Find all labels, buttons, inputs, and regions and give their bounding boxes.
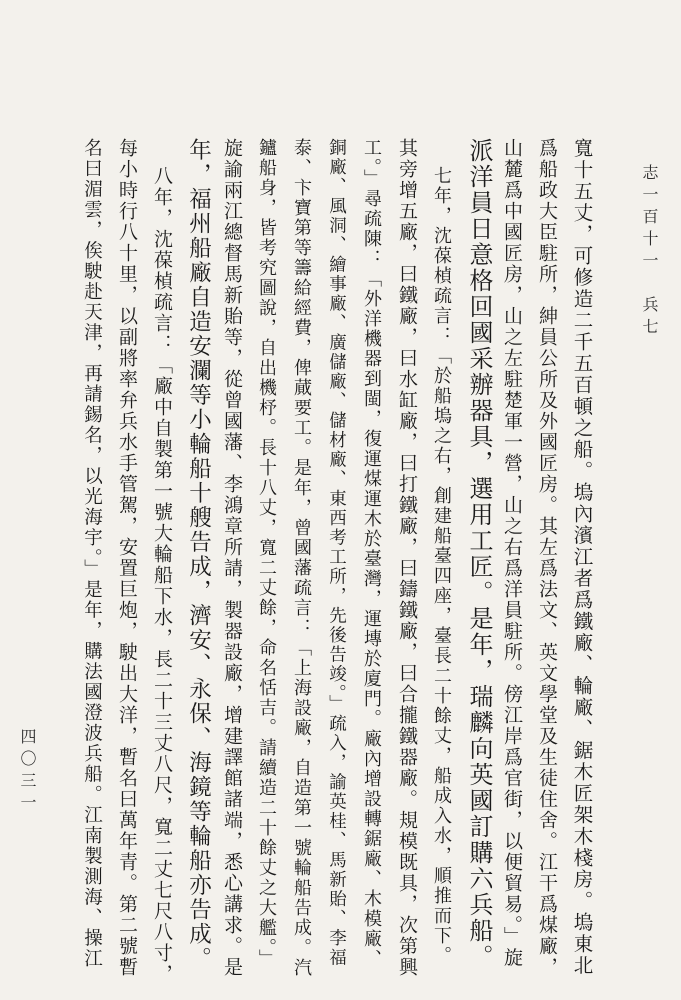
text-column-7: 工。」尋疏陳：「外洋機器到閩，復運煤運木於臺灣，運塼於廈門。廠內增設轉鋸廠、木模廠、 [361,138,382,969]
text-column-3: 山麓爲中國匠房，山之左駐楚軍一營，山之右爲洋員駐所。傍江岸爲官街，以便貿易。」旋 [501,138,523,969]
text-column-10: 鑪船身，皆考究圖說，自出機杼。長十八丈，寬二丈餘，命名恬吉。請續造二十餘丈之大艦。」 [256,138,277,969]
page-number: 四〇三一 [18,728,37,816]
text-column-2: 爲船政大臣駐所，紳員公所及外國匠房。其左爲法文、英文學堂及生徒住舍。江干爲煤廠， [536,138,558,978]
running-head: 志一百十一 兵七 [640,164,659,340]
text-column-9: 泰、卞寶第等籌給經費，俾蕆要工。是年，曾國藩疏言：「上海設廠，自造第一號輪船告成。汽 [291,138,312,978]
text-column-11: 旋諭兩江總督馬新貽等，從曾國藩、李鴻章所請，製器設廠，增建譯館諸端，悉心講求。是 [221,138,243,978]
text-column-6: 其旁增五廠，曰鐵廠，曰水缸廠，曰打鐵廠，曰鑄鐵廠，曰合攏鐵器廠。規模既具，次第興 [396,138,418,978]
text-column-8: 銅廠、風洞、繪事廠、廣儲廠、儲材廠、東西考工所，先後告竣。」疏入，諭英桂、馬新貽、李福 [326,138,347,968]
text-column-5: 七年，沈葆楨疏言：「於船塢之右，創建船臺四座，臺長二十餘丈，船成入水，順推而下。 [431,166,452,966]
text-column-4: 派洋員日意格回國采辦器具，選用工匠。是年，瑞麟向英國訂購六兵船。 [465,138,493,970]
text-column-15: 名曰湄雲，俟駛赴天津，再請錫名，以光海宇。」是年，購法國澄波兵船。江南製測海、操江 [81,138,103,970]
text-column-13: 八年，沈葆楨疏言：「廠中自製第一號大輪船下水，長二十三丈八尺，寬二丈七尺八寸， [151,166,173,985]
text-column-1: 寬十五丈，可修造二千五百頓之船。塢內濱江者爲鐵廠、輪廠、鋸木匠架木棧房。塢東北 [570,138,594,977]
text-column-12: 年，福州船廠自造安瀾等小輪船十艘告成，濟安、永保、海鏡等輪船亦告成。 [185,138,212,971]
text-column-14: 每小時行八十里，以副將率弁兵水手管駕，安置巨炮，駛出大洋，暫名曰萬年青。第二號暫 [116,138,138,978]
